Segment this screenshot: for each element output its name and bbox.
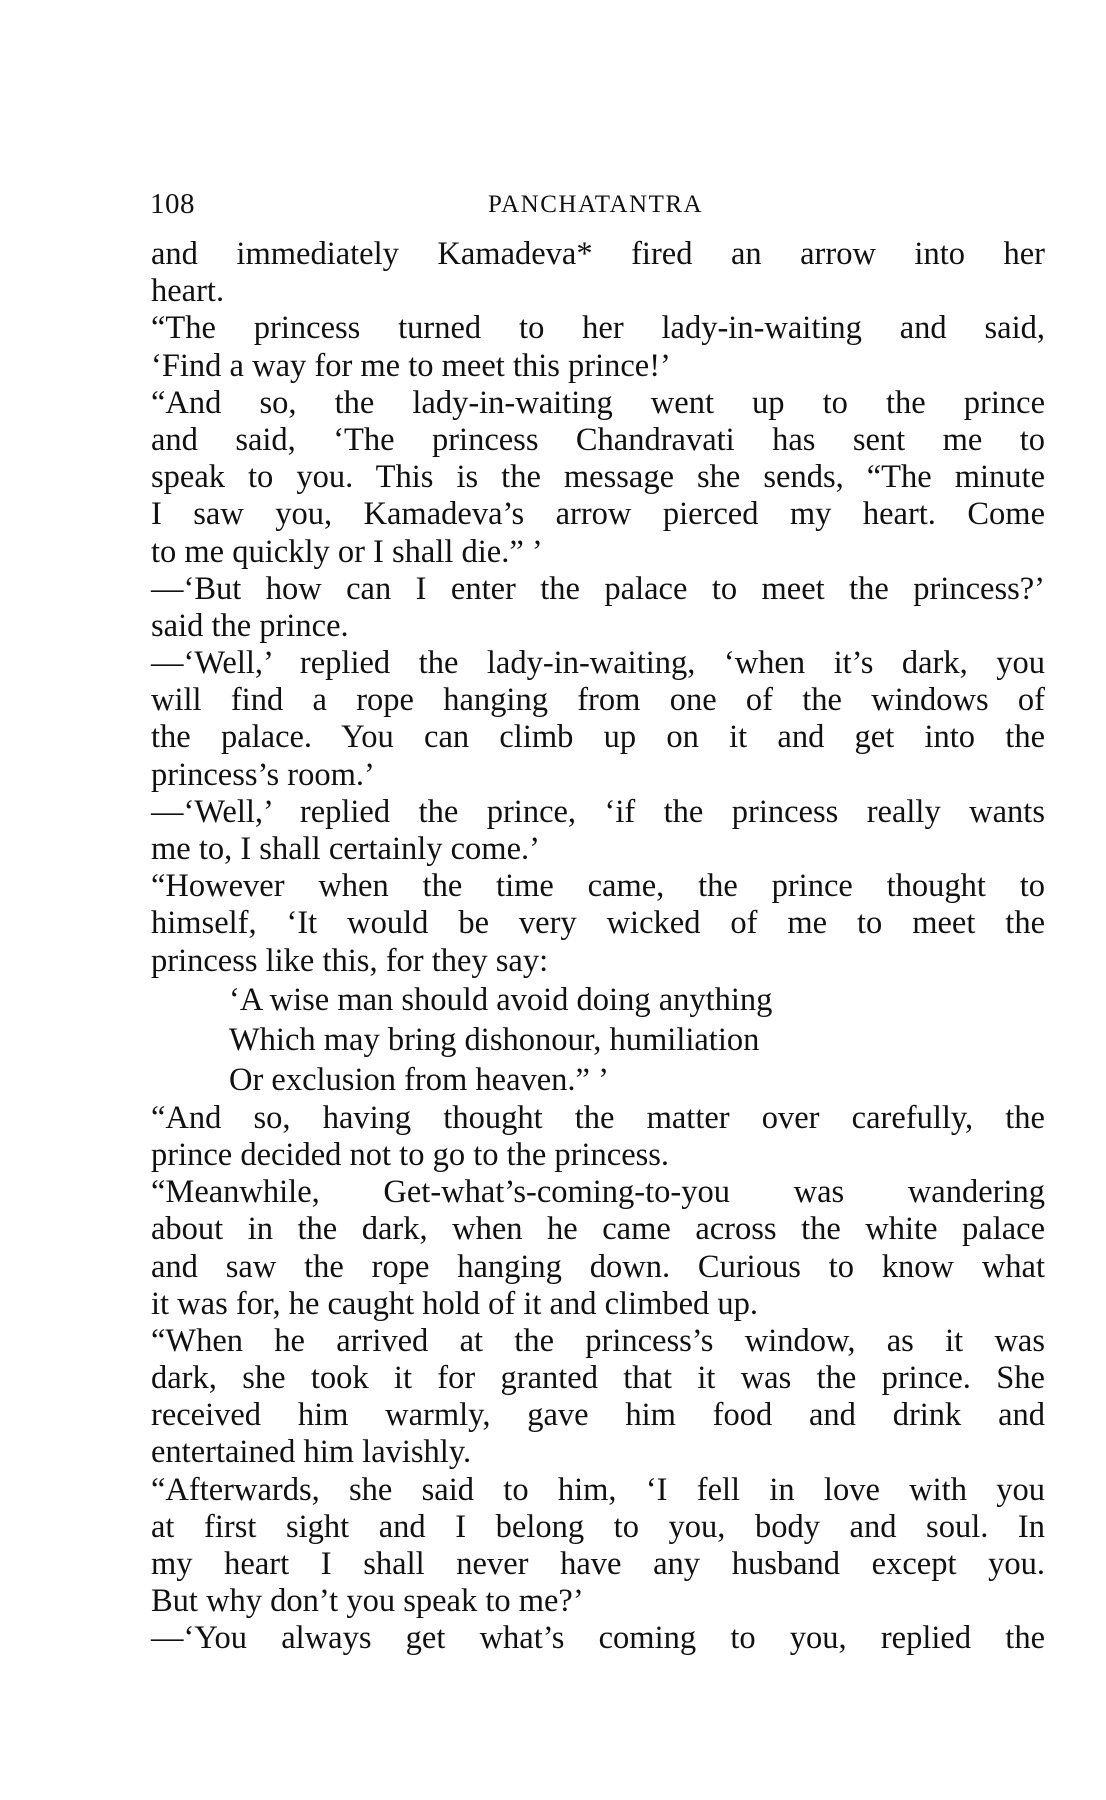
text-line: “However when the time came, the prince thought to: [151, 868, 1045, 905]
text-line: and saw the rope hanging down. Curious to know what: [151, 1248, 1045, 1285]
text-line: “Afterwards, she said to him, ‘I fell in love with you: [151, 1471, 1045, 1508]
text-line: “And so, having thought the matter over carefully, the: [151, 1099, 1045, 1136]
text-line: entertained him lavishly.: [151, 1434, 472, 1471]
body-text: [151, 236, 1045, 1658]
text-line: princess like this, for they say:: [151, 942, 549, 979]
text-line: —‘Well,’ replied the lady-in-waiting, ‘when it’s dark, you: [151, 645, 1045, 682]
verse-line: Which may bring dishonour, humiliation: [229, 1021, 760, 1058]
text-line: speak to you. This is the message she sends, “The minute: [151, 459, 1045, 496]
verse-line: Or exclusion from heaven.” ’: [229, 1061, 609, 1098]
text-line: and immediately Kamadeva* fired an arrow into her: [151, 236, 1045, 272]
text-line: “The princess turned to her lady-in-waiting and said,: [151, 310, 1045, 347]
page-number: 108: [150, 188, 195, 220]
text-line: said the prince.: [151, 607, 349, 644]
text-line: heart.: [151, 273, 225, 310]
page-header: [150, 188, 1045, 228]
text-line: ‘Find a way for me to meet this prince!’: [151, 347, 671, 384]
text-line: to me quickly or I shall die.” ’: [151, 533, 543, 570]
text-line: the palace. You can climb up on it and get into the: [151, 719, 1045, 756]
verse-line: ‘A wise man should avoid doing anything: [229, 981, 773, 1018]
text-line: me to, I shall certainly come.’: [151, 831, 540, 867]
text-line: himself, ‘It would be very wicked of me to meet the: [151, 905, 1045, 942]
text-line: and said, ‘The princess Chandravati has sent me to: [151, 421, 1045, 458]
text-line: —‘But how can I enter the palace to meet the princess?’: [151, 570, 1045, 607]
text-line: “Meanwhile, Get-what’s-coming-to-you was wandering: [151, 1174, 1045, 1211]
text-line: —‘Well,’ replied the prince, ‘if the princess really wants: [151, 793, 1045, 830]
text-line: “And so, the lady-in-waiting went up to the prince: [151, 384, 1045, 421]
text-line: about in the dark, when he came across the white palace: [151, 1211, 1045, 1248]
text-line: will find a rope hanging from one of the windows of: [151, 682, 1045, 719]
text-line: my heart I shall never have any husband except you.: [151, 1546, 1045, 1582]
text-line: “When he arrived at the princess’s window, as it was: [151, 1322, 1045, 1359]
text-line: I saw you, Kamadeva’s arrow pierced my heart. Come: [151, 496, 1045, 533]
text-line: received him warmly, gave him food and drink and: [151, 1397, 1045, 1434]
text-line: dark, she took it for granted that it was the prince. She: [151, 1360, 1045, 1397]
text-line: at first sight and I belong to you, body and soul. In: [151, 1508, 1045, 1545]
running-head: PANCHATANTRA: [488, 191, 704, 218]
text-line: —‘You always get what’s coming to you, replied the: [151, 1620, 1045, 1657]
text-line: it was for, he caught hold of it and climbed up.: [151, 1285, 759, 1322]
text-line: prince decided not to go to the princess.: [151, 1136, 670, 1173]
text-line: princess’s room.’: [151, 756, 375, 793]
text-line: But why don’t you speak to me?’: [151, 1583, 584, 1620]
